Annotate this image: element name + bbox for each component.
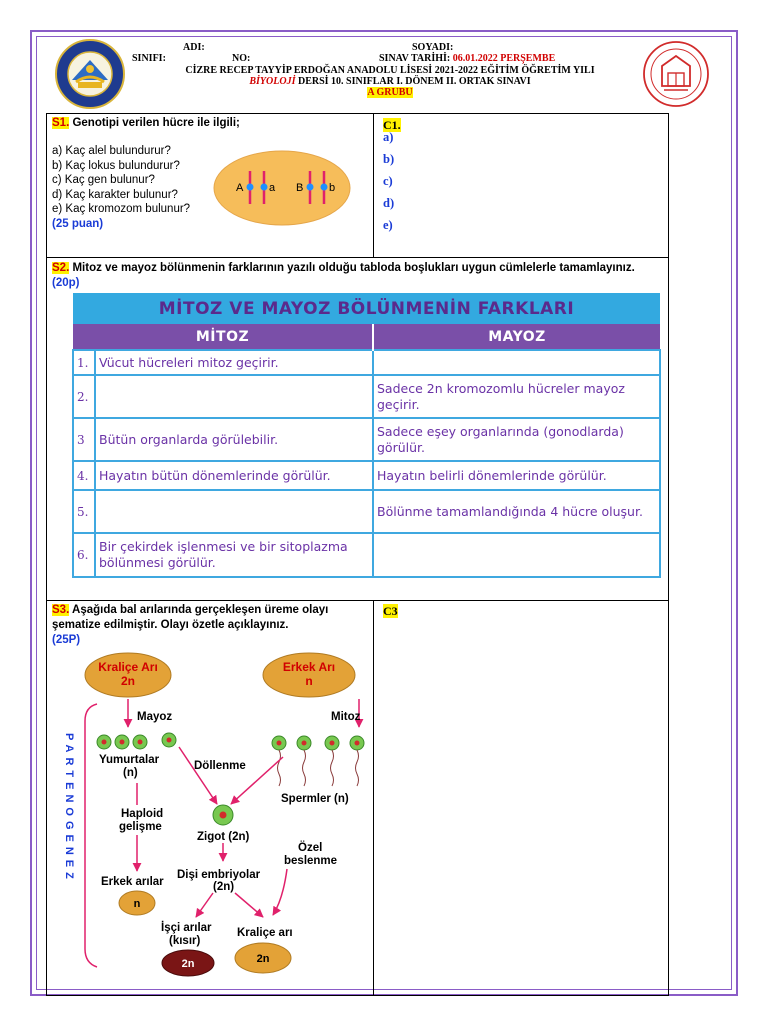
row-number: 2. xyxy=(73,375,95,418)
class-label: SINIFI: xyxy=(132,53,166,64)
meiosis-cell[interactable] xyxy=(373,533,660,577)
question-1-item-a: a) Kaç alel bulundurur? xyxy=(52,145,171,157)
queen-bee-ploidy: 2n xyxy=(256,953,270,965)
mitosis-meiosis-table xyxy=(72,293,661,578)
question-1-item-c: c) Kaç gen bulunur? xyxy=(52,174,155,186)
question-3-points: (25P) xyxy=(52,634,81,646)
answer-1-item-d[interactable]: d) xyxy=(383,196,395,210)
zygote-label: Zigot (2n) xyxy=(197,831,250,843)
mitosis-label: Mitoz xyxy=(331,711,361,723)
table-row xyxy=(73,418,660,461)
question-2-text: Mitoz ve mayoz bölünmenin farklarının yazılı olduğu tabloda boşlukları uygun cümlelerle tamamlayınız. xyxy=(69,262,635,274)
question-1-item-e: e) Kaç kromozom bulunur? xyxy=(52,203,191,215)
row-number: 1. xyxy=(73,350,95,375)
mitosis-cell: Bütün organlarda görülebilir. xyxy=(95,418,373,461)
allele-b: b xyxy=(329,182,336,194)
answer-1-item-e[interactable]: e) xyxy=(383,218,393,232)
table-row xyxy=(73,350,660,375)
meiosis-cell: Hayatın belirli dönemlerinde görülür. xyxy=(373,461,660,490)
male-bee-ploidy: n xyxy=(133,898,141,910)
school-line: CİZRE RECEP TAYYİP ERDOĞAN ANADOLU LİSESİ 2021-2022 EĞİTİM ÖĞRETİM YILI xyxy=(185,65,595,76)
queen-bee-label: Kraliçe arı xyxy=(237,927,293,939)
meiosis-label: Mayoz xyxy=(137,711,173,723)
answer-3-title xyxy=(383,602,398,620)
question-3-title xyxy=(52,603,370,648)
column-meiosis: MAYOZ xyxy=(373,324,660,350)
mitosis-cell: Bir çekirdek işlenmesi ve bir sitoplazma bölünmesi görülür. xyxy=(95,533,373,577)
row-number: 6. xyxy=(73,533,95,577)
table-row xyxy=(73,375,660,418)
question-2-title xyxy=(52,261,662,291)
question-1-text: Genotipi verilen hücre ile ilgili; xyxy=(69,117,240,129)
haploid-label-2: gelişme xyxy=(119,821,162,833)
cell-genotype-diagram xyxy=(212,146,352,226)
question-1-points: (25 puan) xyxy=(52,217,104,230)
allele-A: A xyxy=(236,182,244,194)
exam-date xyxy=(379,53,555,64)
worker-bees-label-1: İşçi arılar xyxy=(161,922,212,934)
question-1-tag: S1. xyxy=(52,117,70,129)
male-bees-label: Erkek arılar xyxy=(101,876,164,888)
worker-bees-label-2: (kısır) xyxy=(169,935,201,947)
answer-1-cell xyxy=(373,113,669,258)
question-3-text: Aşağıda bal arılarında gerçekleşen üreme olayı şematize edilmiştir. Olayı özetle açıklayınız. xyxy=(52,604,329,631)
question-1-item-b: b) Kaç lokus bulundurur? xyxy=(52,159,180,172)
drone-label: Erkek Arı xyxy=(282,660,336,674)
allele-a: a xyxy=(269,182,276,194)
answer-1-item-b[interactable]: b) xyxy=(383,152,395,166)
table-title: MİTOZ VE MAYOZ BÖLÜNMENİN FARKLARI xyxy=(73,293,660,324)
question-3-tag: S3. xyxy=(52,604,70,616)
allele-B: B xyxy=(296,182,304,194)
exam-date-value: 06.01.2022 PERŞEMBE xyxy=(452,53,556,64)
question-1-cell xyxy=(46,113,374,258)
subject-name: BİYOLOJİ xyxy=(249,76,296,87)
mitosis-cell[interactable] xyxy=(95,375,373,418)
question-2-cell xyxy=(46,257,669,601)
haploid-label-1: Haploid xyxy=(121,808,164,820)
exam-line xyxy=(150,76,630,87)
table-row xyxy=(73,461,660,490)
mitosis-cell: Vücut hücreleri mitoz geçirir. xyxy=(95,350,373,375)
column-mitosis: MİTOZ xyxy=(73,324,373,350)
number-label: NO: xyxy=(232,53,251,64)
row-number: 4. xyxy=(73,461,95,490)
queen-ploidy: 2n xyxy=(120,674,136,688)
mitosis-cell: Hayatın bütün dönemlerinde görülür. xyxy=(95,461,373,490)
answer-1-item-a[interactable]: a) xyxy=(383,130,394,144)
answer-1-item-c[interactable]: c) xyxy=(383,174,393,188)
female-embryos-label-1: Dişi embriyolar xyxy=(177,869,261,881)
question-2-points: (20p) xyxy=(52,277,80,289)
meiosis-cell: Sadece eşey organlarında (gonodlarda) görülür. xyxy=(373,418,660,461)
answer-3-tag: C3 xyxy=(383,604,398,618)
special-feeding-label-1: Özel xyxy=(298,842,323,854)
question-grid xyxy=(46,113,669,996)
question-1-item-d: d) Kaç karakter bulunur? xyxy=(52,188,178,201)
female-embryos-label-2: (2n) xyxy=(213,881,235,893)
sperm-cells xyxy=(272,736,364,786)
table-row xyxy=(73,490,660,533)
question-3-cell xyxy=(46,600,374,996)
meiosis-cell: Bölünme tamamlandığında 4 hücre oluşur. xyxy=(373,490,660,533)
queen-label: Kraliçe Arı xyxy=(98,660,158,674)
exam-header xyxy=(40,38,728,112)
group-label: A GRUBU xyxy=(367,87,413,98)
exam-date-label: SINAV TARİHİ: xyxy=(379,53,451,64)
special-feeding-label-2: beslenme xyxy=(284,855,338,867)
ministry-logo xyxy=(642,40,710,108)
worker-bee-ploidy: 2n xyxy=(181,958,195,970)
answer-3-cell[interactable] xyxy=(373,600,669,996)
fertilization-label: Döllenme xyxy=(194,760,246,772)
egg-cells xyxy=(97,733,176,749)
eggs-ploidy: (n) xyxy=(123,767,138,779)
group-line xyxy=(150,87,630,98)
sperms-label: Spermler (n) xyxy=(281,793,349,805)
question-2-tag: S2. xyxy=(52,262,70,274)
mitosis-cell[interactable] xyxy=(95,490,373,533)
answer-1-tag: C1. xyxy=(383,118,401,132)
parthenogenesis-label: PARTENOGENEZ xyxy=(63,733,75,884)
question-1-title xyxy=(52,117,240,129)
answer-1-items xyxy=(383,130,394,240)
surname-label: SOYADI: xyxy=(412,42,454,53)
row-number: 5. xyxy=(73,490,95,533)
row-number: 3 xyxy=(73,418,95,461)
exam-line-text: DERSİ 10. SINIFLAR I. DÖNEM II. ORTAK SINAVI xyxy=(295,76,531,87)
drone-ploidy: n xyxy=(305,674,313,688)
meiosis-cell: Sadece 2n kromozomlu hücreler mayoz geçirir. xyxy=(373,375,660,418)
name-label: ADI: xyxy=(183,42,205,53)
meiosis-cell[interactable] xyxy=(373,350,660,375)
school-logo xyxy=(54,38,126,110)
eggs-label: Yumurtalar xyxy=(99,754,160,766)
question-1-items xyxy=(52,144,190,231)
table-row xyxy=(73,533,660,577)
honeybee-reproduction-diagram xyxy=(51,649,371,989)
